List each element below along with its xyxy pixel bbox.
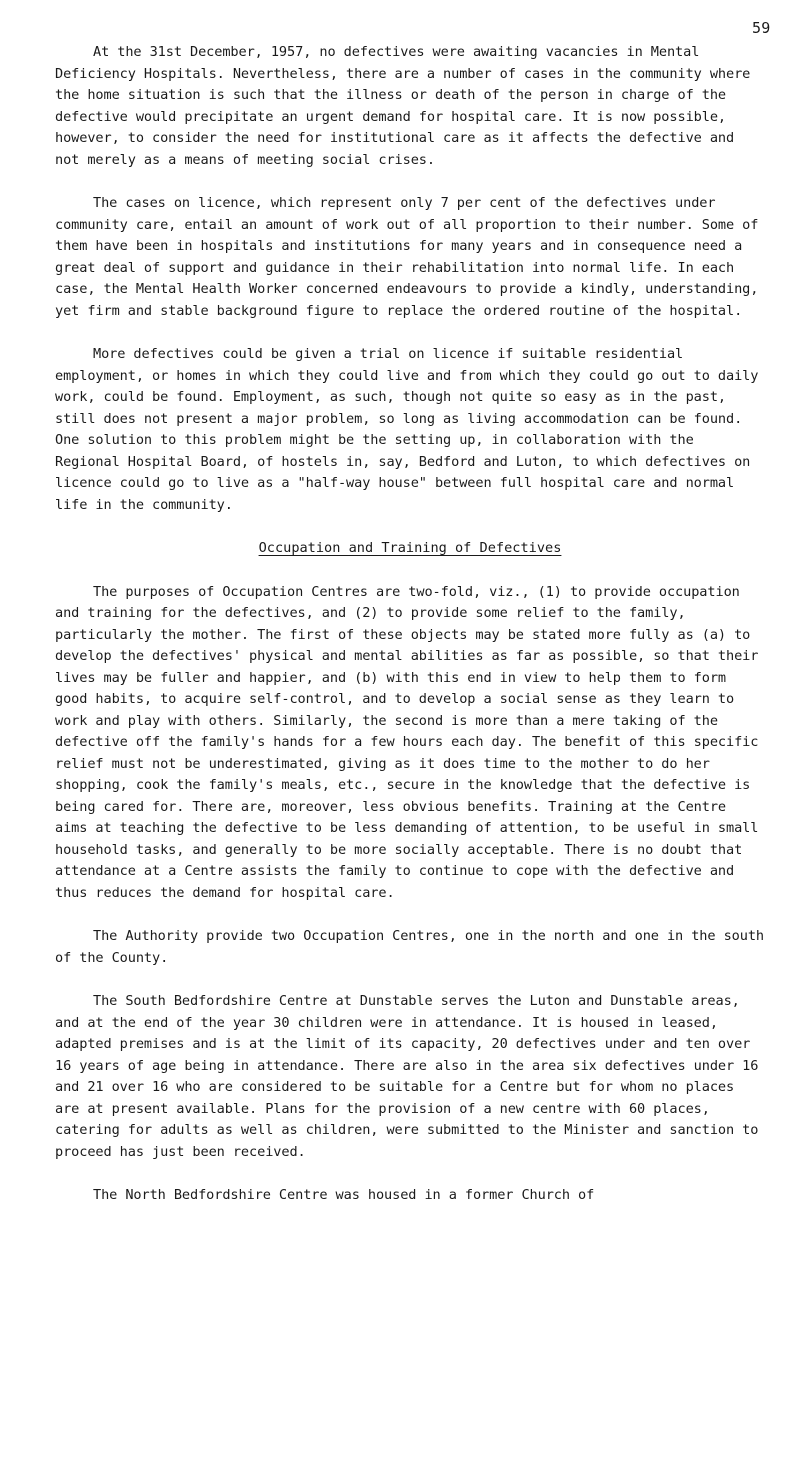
document-body: [55, 42, 765, 1207]
paragraph-occupation-purposes: The purposes of Occupation Centres are two-fold, viz., (1) to provide occupation and training for the defectives, and (2) to provide some relief to the family, particularly the mother. The first of these objects may be stated more fully as (a) to develop the defectives' physical and mental abilities as far as possible, so that their lives may be fuller and happier, and (b) with this end in view to help them to form good habits, to acquire self-control, and to develop a social sense as they learn to work and play with others. Similarly, the second is more than a mere taking of the defective off the family's hands for a few hours each day. The benefit of this specific relief must not be underestimated, giving as it does time to the mother to do her shopping, cook the family's meals, etc., secure in the knowledge that the defective is being cared for. There are, moreover, less obvious benefits. Training at the Centre aims at teaching the defective to be less demanding of attention, to be useful in small household tasks, and generally to be more socially acceptable. There is no doubt that attendance at a Centre assists the family to continue to cope with the defective and thus reduces the demand for hospital care.: [55, 583, 759, 901]
paragraph-residential-employment: More defectives could be given a trial on licence if suitable residential employment, or homes in which they could live and from which they could go out to daily work, could be found. Employment, as such, though not quite so easy as in the past, still does not present a major problem, so long as living accommodation can be found. One solution to this problem might be the setting up, in collaboration with the Regional Hospital Board, of hostels in, say, Bedford and Luton, to which defectives on licence could go to live as a "half-way house" between full hospital care and normal life in the community.: [55, 346, 759, 513]
paragraph-waiting-vacancies: At the 31st December, 1957, no defectives were awaiting vacancies in Mental Deficiency Hospitals. Nevertheless, there are a number of cases in the community where the home situation is such that the illness or death of the person in charge of the defective would precipitate an urgent demand for hospital care. It is now possible, however, to consider the need for institutional care as it affects the defective and not merely as a means of meeting social crises.: [55, 44, 751, 168]
paragraph-south-centre: The South Bedfordshire Centre at Dunstable serves the Luton and Dunstable areas, and at the end of the year 30 children were in attendance. It is housed in leased, adapted premises and is at the limit of its capacity, 20 defectives under and ten over 16 years of age being in attendance. There are also in the area six defectives under 16 and 21 over 16 who are considered to be suitable for a Centre but for whom no places are at present available. Plans for the provision of a new centre with 60 places, catering for adults as well as children, were submitted to the Minister and sanction to proceed has just been received.: [55, 993, 759, 1160]
paragraph-two-centres: The Authority provide two Occupation Centres, one in the north and one in the south of the County.: [55, 928, 764, 966]
section-heading: Occupation and Training of Defectives: [258, 540, 562, 556]
page-number: 59: [752, 19, 771, 37]
paragraph-cases-on-licence: The cases on licence, which represent only 7 per cent of the defectives under community care, entail an amount of work out of all proportion to their number. Some of them have been in hospitals and institutions for many years and in consequence need a great deal of support and guidance in their rehabilitation into normal life. In each case, the Mental Health Worker concerned endeavours to provide a kindly, understanding, yet firm and stable background figure to replace the ordered routine of the hospital.: [55, 195, 759, 319]
paragraph-north-centre: The North Bedfordshire Centre was housed in a former Church of: [93, 1187, 595, 1203]
